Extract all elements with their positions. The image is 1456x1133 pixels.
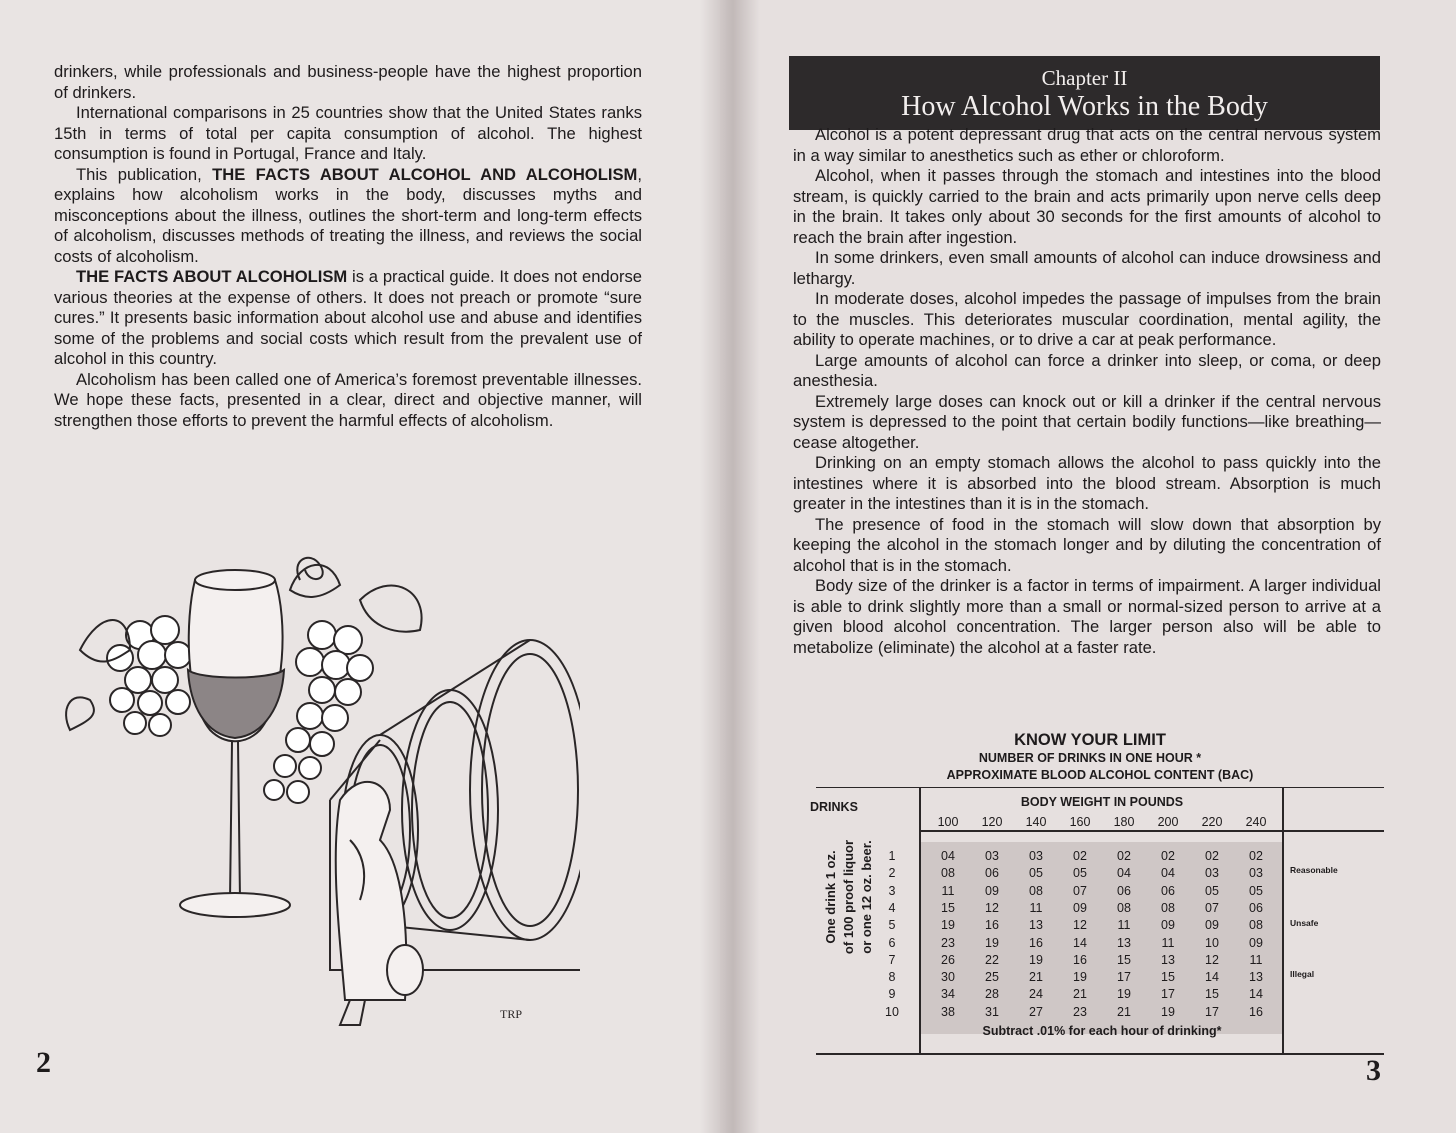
book-gutter — [700, 0, 760, 1133]
bac-value-cell: 14 — [1249, 987, 1263, 1002]
bac-value-cell: 02 — [1205, 849, 1219, 863]
paragraph: Body size of the drinker is a factor in terms of impairment. A larger individual is able to drink slightly more than a small or normal-sized person to arrive at a given blood alcohol concentration. The larger person also will be able to metabolize (eliminate) the alcohol at a faster rate. — [793, 576, 1381, 657]
drink-count-label: 7 — [888, 952, 896, 967]
bac-value-cell: 12 — [1205, 952, 1219, 967]
drink-count-label: 2 — [888, 866, 896, 881]
bac-value-cell: 11 — [1117, 918, 1131, 933]
bac-table — [810, 787, 1384, 1057]
drink-count-label: 3 — [888, 883, 896, 898]
vertical-label-line: of 100 proof liquor — [841, 839, 856, 955]
weight-column-label: 140 — [1025, 815, 1047, 829]
paragraph-5: Alcoholism has been called one of America’s foremost preventable illnesses. We hope these facts, presented in a clear, direct and objective manner, will strengthen those efforts to prevent the harmful effects of alcoholism. — [54, 369, 642, 430]
bac-value-cell: 05 — [1029, 866, 1043, 881]
bac-value-cell: 11 — [1161, 935, 1175, 950]
bac-value-cell: 02 — [1073, 849, 1087, 863]
drinks-header: DRINKS — [810, 800, 858, 814]
right-page-text — [793, 125, 1381, 658]
bac-value-cell: 12 — [985, 900, 999, 915]
bac-value-cell: 17 — [1205, 1004, 1219, 1019]
bac-value-cell: 08 — [1029, 883, 1043, 898]
paragraph: The presence of food in the stomach will slow down that absorption by keeping the alcohol in the stomach longer and by diluting the concentration of alcohol that is in the stomach. — [793, 514, 1381, 575]
bac-value-cell: 02 — [1117, 849, 1131, 863]
bac-value-cell: 23 — [1073, 1004, 1087, 1019]
paragraph: Alcohol is a potent depressant drug that acts on the central nervous system in a way similar to anesthetics such as ether or chloroform. — [793, 125, 1381, 165]
vertical-label-line: One drink 1 oz. — [823, 850, 838, 944]
page-number-right: 3 — [1366, 1054, 1381, 1087]
bac-value-cell: 06 — [1249, 900, 1263, 915]
vertical-label-line: or one 12 oz. beer. — [859, 840, 874, 954]
p3-rest: , explains how alcoholism works in the body, discusses myths and misconceptions about the illness, outlines the short-term and long-term effects of alcoholism, discusses methods of treating the illness, and reviews the social costs of alcoholism. — [54, 164, 642, 266]
drink-count-label: 9 — [888, 987, 896, 1002]
bac-value-cell: 08 — [1161, 900, 1175, 915]
bac-value-cell: 03 — [1249, 866, 1263, 881]
illustration-signature: TRP — [500, 1007, 523, 1021]
bac-value-cell: 38 — [941, 1004, 955, 1019]
impairment-category-label: Illegal — [1290, 969, 1315, 979]
bac-value-cell: 34 — [941, 987, 955, 1002]
drink-count-label: 10 — [885, 1004, 899, 1019]
paragraph: In some drinkers, even small amounts of alcohol can induce drowsiness and lethargy. — [793, 248, 1381, 288]
bac-value-cell: 06 — [1161, 883, 1175, 898]
bac-value-cell: 13 — [1161, 952, 1175, 967]
bac-value-cell: 02 — [1249, 849, 1263, 863]
impairment-category-label: Reasonable — [1290, 865, 1338, 875]
chapter-number: Chapter II — [1041, 66, 1128, 90]
bac-value-cell: 11 — [1029, 900, 1043, 915]
bac-value-cell: 16 — [1029, 935, 1043, 950]
bac-value-cell: 30 — [941, 970, 955, 985]
bac-value-cell: 09 — [1205, 918, 1219, 933]
table-subtitle-1: NUMBER OF DRINKS IN ONE HOUR * — [978, 751, 1202, 765]
bac-value-cell: 26 — [941, 952, 955, 967]
bac-value-cell: 19 — [1073, 970, 1087, 985]
drink-definition-label — [822, 797, 882, 997]
bac-value-cell: 06 — [985, 866, 999, 881]
paragraph-4 — [54, 267, 642, 370]
weight-column-label: 200 — [1157, 815, 1179, 829]
bac-value-cell: 16 — [985, 918, 999, 933]
bac-value-cell: 23 — [941, 935, 955, 950]
drink-count-label: 1 — [888, 849, 896, 863]
weight-column-label: 240 — [1245, 815, 1267, 829]
bac-value-cell: 27 — [1029, 1004, 1043, 1019]
bac-value-cell: 07 — [1205, 900, 1219, 915]
bac-value-cell: 15 — [1205, 987, 1219, 1002]
paragraph: In moderate doses, alcohol impedes the passage of impulses from the brain to the muscles. This deteriorates muscular coordination, mental agility, the ability to operate machines, or to drive a car at peak performance. — [793, 289, 1381, 349]
bac-value-cell: 05 — [1073, 866, 1087, 881]
bac-value-cell: 16 — [1249, 1004, 1263, 1019]
bac-value-cell: 03 — [1205, 866, 1219, 881]
chapter-title: How Alcohol Works in the Body — [901, 91, 1268, 122]
table-title: KNOW YOUR LIMIT — [1014, 731, 1166, 749]
bac-value-cell: 22 — [985, 952, 999, 967]
drink-count-label: 4 — [888, 900, 896, 915]
bac-value-cell: 19 — [1161, 1004, 1175, 1019]
bac-value-cell: 08 — [1117, 900, 1131, 915]
p4-rest: is a practical guide. It does not endorse various theories at the expense of others. It does not preach or promote “sure cures.” It presents basic information about alcohol use and abuse and identifies some of the problems and social costs which result from the prevalent use of alcohol in this country. — [54, 267, 642, 368]
bac-value-cell: 15 — [941, 900, 955, 915]
paragraph-1: drinkers, while professionals and business-people have the highest proportion of drinkers. — [54, 62, 642, 102]
bac-value-cell: 09 — [985, 883, 999, 898]
weight-column-label: 180 — [1113, 815, 1135, 829]
bac-value-cell: 03 — [1029, 849, 1043, 863]
bac-value-cell: 04 — [1117, 866, 1131, 881]
bac-value-cell: 04 — [941, 849, 955, 863]
weight-column-label: 160 — [1069, 815, 1091, 829]
bac-value-cell: 17 — [1161, 987, 1175, 1002]
bac-value-cell: 05 — [1205, 883, 1219, 898]
bac-value-cell: 11 — [1249, 952, 1263, 967]
bac-value-cell: 08 — [941, 866, 955, 881]
bac-value-cell: 28 — [985, 987, 999, 1002]
bac-value-cell: 19 — [985, 935, 999, 950]
bac-value-cell: 31 — [985, 1004, 999, 1019]
bac-value-cell: 13 — [1029, 918, 1043, 933]
bac-value-cell: 05 — [1249, 883, 1263, 898]
publication-title: THE FACTS ABOUT ALCOHOL AND ALCOHOLISM — [212, 164, 638, 184]
bac-value-cell: 03 — [985, 849, 999, 863]
bac-value-cell: 07 — [1073, 883, 1087, 898]
bac-value-cell: 19 — [941, 918, 955, 933]
bac-value-cell: 10 — [1205, 935, 1219, 950]
bac-value-cell: 06 — [1117, 883, 1131, 898]
drink-count-label: 6 — [888, 935, 896, 950]
paragraph: Large amounts of alcohol can force a drinker into sleep, or coma, or deep anesthesia. — [793, 350, 1381, 390]
bac-value-cell: 04 — [1161, 866, 1175, 881]
paragraph: Extremely large doses can knock out or kill a drinker if the central nervous system is depressed to the point that certain bodily functions—like breathing—cease altogether. — [793, 391, 1381, 452]
bac-value-cell: 16 — [1073, 952, 1087, 967]
bac-value-cell: 09 — [1073, 900, 1087, 915]
paragraph: Drinking on an empty stomach allows the alcohol to pass quickly into the intestines where it is absorbed into the blood stream. Absorption is much greater in the intestines than it is in the stomach. — [793, 453, 1381, 513]
table-footnote: Subtract .01% for each hour of drinking* — [982, 1024, 1222, 1038]
bac-value-cell: 14 — [1073, 935, 1087, 950]
bac-value-cell: 19 — [1117, 987, 1131, 1002]
bac-value-cell: 25 — [985, 970, 999, 985]
bac-value-cell: 14 — [1205, 970, 1219, 985]
table-subtitle-2: APPROXIMATE BLOOD ALCOHOL CONTENT (BAC) — [946, 768, 1254, 782]
bac-value-cell: 13 — [1249, 970, 1263, 985]
bac-value-cell: 24 — [1029, 987, 1043, 1002]
bac-value-cell: 17 — [1117, 970, 1131, 985]
wine-barrel-illustration — [60, 540, 580, 1040]
bac-value-cell: 02 — [1161, 849, 1175, 863]
weight-column-label: 100 — [937, 815, 959, 829]
drink-count-label: 8 — [888, 970, 896, 985]
bac-value-cell: 15 — [1117, 952, 1131, 967]
bac-value-cell: 21 — [1117, 1004, 1131, 1019]
bac-value-cell: 21 — [1029, 970, 1043, 985]
impairment-category-label: Unsafe — [1290, 918, 1319, 928]
bac-value-cell: 19 — [1029, 952, 1043, 967]
paragraph: Alcohol, when it passes through the stomach and intestines into the blood stream, is quickly carried to the brain and acts primarily upon nerve cells deep in the brain. It takes only about 30 seconds for the first amounts of alcohol to reach the brain after ingestion. — [793, 166, 1381, 247]
weight-column-label: 220 — [1201, 815, 1223, 829]
chapter-header — [789, 56, 1380, 130]
bac-value-cell: 09 — [1161, 918, 1175, 933]
bac-value-cell: 12 — [1073, 918, 1087, 933]
paragraph-3 — [54, 165, 642, 268]
left-page-text — [54, 62, 642, 431]
page-number-left: 2 — [36, 1046, 51, 1079]
guide-title: THE FACTS ABOUT ALCOHOLISM — [76, 267, 348, 286]
bac-value-cell: 08 — [1249, 918, 1263, 933]
p3-lead: This publication, — [76, 164, 202, 184]
bac-value-cell: 15 — [1161, 970, 1175, 985]
body-weight-header: BODY WEIGHT IN POUNDS — [1020, 795, 1184, 809]
bac-value-cell: 11 — [941, 883, 955, 898]
bac-value-cell: 09 — [1249, 935, 1263, 950]
paragraph-2: International comparisons in 25 countries show that the United States ranks 15th in terms of total per capita consumption of alcohol. The highest consumption is found in Portugal, France and Italy. — [54, 103, 642, 163]
drink-count-label: 5 — [888, 918, 896, 933]
weight-column-label: 120 — [981, 815, 1003, 829]
bac-value-cell: 21 — [1073, 987, 1087, 1002]
bac-value-cell: 13 — [1117, 935, 1131, 950]
